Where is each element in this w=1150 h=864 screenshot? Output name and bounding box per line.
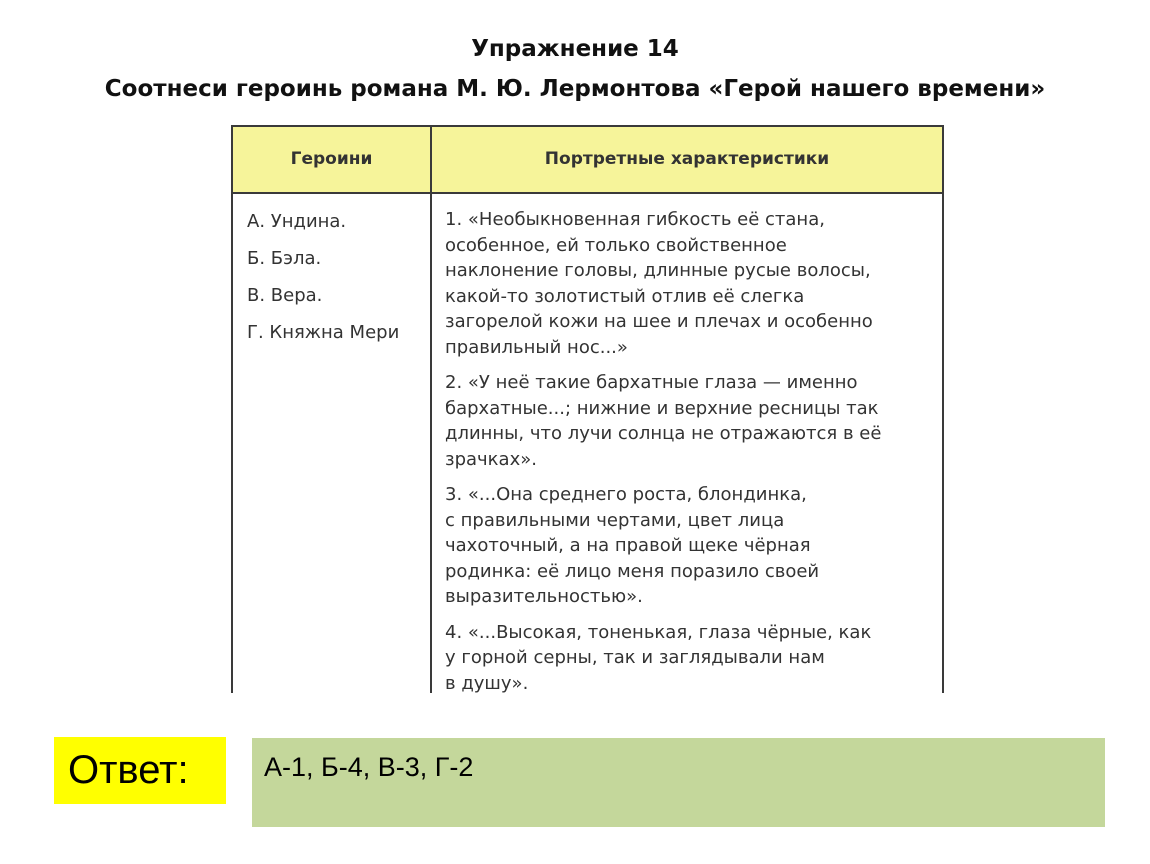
exercise-number: Упражнение 14 xyxy=(471,36,679,62)
trait-item: 4. «...Высокая, тоненькая, глаза чёрные, как у горной серны, так и заглядывали нам в душу». xyxy=(445,621,872,694)
exercise-task: Соотнеси героинь романа М. Ю. Лермонтова «Герой нашего времени» xyxy=(104,76,1046,102)
heroines-column xyxy=(247,211,427,359)
answer-box xyxy=(252,738,1105,827)
heroine-item: Г. Княжна Мери xyxy=(247,322,400,343)
trait-item: 2. «У неё такие бархатные глаза — именно бархатные...; нижние и верхние ресницы так длинны, что лучи солнца не отражаются в её зрачках». xyxy=(445,372,882,470)
header-heroines: Героини xyxy=(290,149,373,169)
trait-item: 1. «Необыкновенная гибкость её стана, особенное, ей только свойственное наклонение головы, длинные русые волосы, какой-то золотистый отлив её слегка загорелой кожи на шее и плечах и особенно правильный нос...» xyxy=(445,209,873,358)
heroine-item: Б. Бэла. xyxy=(247,248,322,269)
header-portrait-traits: Портретные характеристики xyxy=(544,149,830,169)
matching-table xyxy=(231,125,944,693)
heroine-item: А. Ундина. xyxy=(247,211,347,232)
answer-value: А-1, Б-4, В-3, Г-2 xyxy=(264,752,474,782)
table-header xyxy=(233,127,942,194)
heroine-item: В. Вера. xyxy=(247,285,323,306)
traits-column xyxy=(445,207,935,706)
trait-item: 3. «...Она среднего роста, блондинка, с правильными чертами, цвет лица чахоточный, а на правой щеке чёрная родинка: её лицо меня поразило своей выразительностью». xyxy=(445,484,820,607)
answer-label: Ответ: xyxy=(54,737,226,804)
column-divider xyxy=(430,127,432,693)
